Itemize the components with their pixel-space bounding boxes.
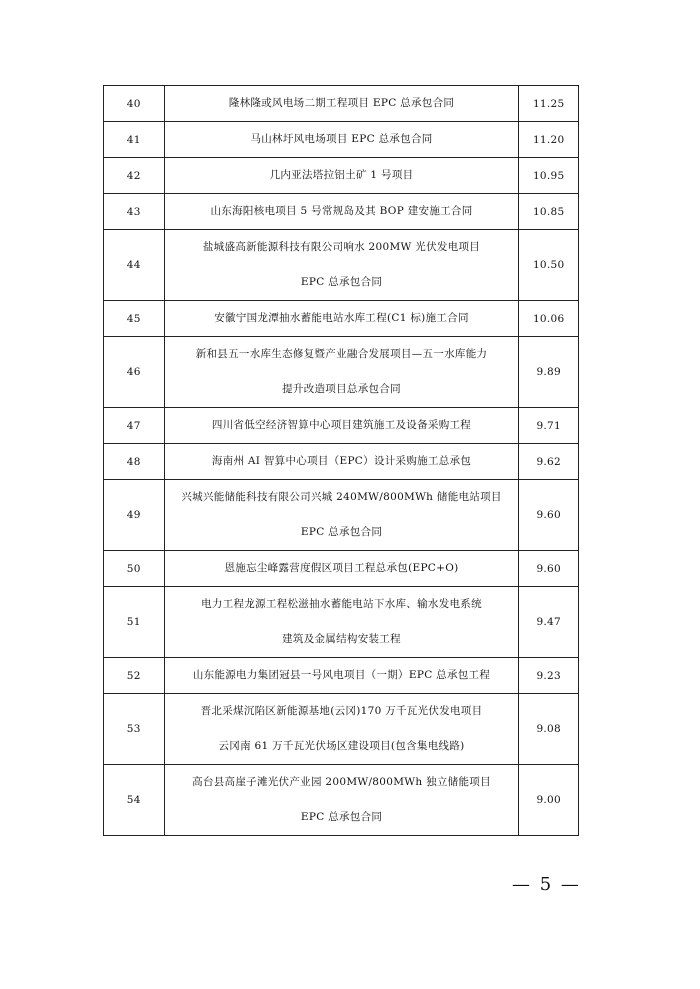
row-number-cell: 49 [104,480,165,551]
contract-value-cell: 9.62 [519,444,579,480]
row-number-cell: 42 [104,158,165,194]
contract-value-cell: 9.60 [519,480,579,551]
table-row [104,194,579,230]
row-number-cell: 47 [104,408,165,444]
project-name-line: 山东能源电力集团冠县一号风电项目（一期）EPC 总承包工程 [192,669,491,681]
row-number-cell: 45 [104,301,165,337]
project-name-cell [164,444,519,480]
project-name-line: 四川省低空经济智算中心项目建筑施工及设备采购工程 [211,419,472,431]
project-name-line: 新和县五一水库生态修复暨产业融合发展项目—五一水库能力 [195,348,488,360]
project-name-cell [164,194,519,230]
project-name-cell [164,551,519,587]
project-name-line: 海南州 AI 智算中心项目（EPC）设计采购施工总承包 [211,455,472,467]
table-row [104,444,579,480]
table-row [104,122,579,158]
table-row [104,658,579,694]
contract-value-cell: 10.06 [519,301,579,337]
project-name-line: 安徽宁国龙潭抽水蓄能电站水库工程(C1 标)施工合同 [214,312,469,324]
row-number-cell: 52 [104,658,165,694]
project-name-cell [164,301,519,337]
row-number-cell: 46 [104,337,165,408]
contract-value-cell: 10.95 [519,158,579,194]
project-name-line: 提升改造项目总承包合同 [282,383,401,395]
project-name-line: 高台县高崖子滩光伏产业园 200MW/800MWh 独立储能项目 [192,776,491,788]
row-number-cell: 54 [104,765,165,836]
table-row [104,480,579,551]
project-name-line: 云冈南 61 万千瓦光伏场区建设项目(包含集电线路) [218,740,465,752]
table-row [104,230,579,301]
project-name-cell [164,337,519,408]
row-number-cell: 43 [104,194,165,230]
row-number-cell: 44 [104,230,165,301]
project-name-line: 盐城盛高新能源科技有限公司响水 200MW 光伏发电项目 [202,241,481,253]
project-name-line: EPC 总承包合同 [300,276,383,288]
table-row [104,765,579,836]
table-row [104,551,579,587]
contract-value-cell: 9.08 [519,694,579,765]
contract-value-cell: 9.60 [519,551,579,587]
project-name-cell [164,480,519,551]
row-number-cell: 40 [104,86,165,122]
table-row [104,337,579,408]
project-name-cell [164,230,519,301]
contract-value-cell: 9.00 [519,765,579,836]
project-name-cell [164,694,519,765]
project-name-line: EPC 总承包合同 [300,526,383,538]
project-name-line: 隆林隆或风电场二期工程项目 EPC 总承包合同 [228,97,455,109]
project-name-line: 兴城兴能储能科技有限公司兴城 240MW/800MWh 储能电站项目 [181,491,502,503]
contract-value-cell: 9.89 [519,337,579,408]
contract-value-cell: 9.71 [519,408,579,444]
contract-value-cell: 9.23 [519,658,579,694]
project-name-line: 几内亚法塔拉铝土矿 1 号项目 [269,169,414,181]
contract-value-cell: 10.50 [519,230,579,301]
project-table [103,85,579,836]
project-name-line: 马山林圩风电场项目 EPC 总承包合同 [250,133,433,145]
project-name-cell [164,122,519,158]
project-name-cell [164,158,519,194]
contract-value-cell: 9.47 [519,587,579,658]
row-number-cell: 48 [104,444,165,480]
row-number-cell: 53 [104,694,165,765]
contract-value-cell: 10.85 [519,194,579,230]
project-name-line: EPC 总承包合同 [300,811,383,823]
table-row [104,86,579,122]
project-name-line: 电力工程龙源工程松滋抽水蓄能电站下水库、输水发电系统 [201,598,482,610]
row-number-cell: 51 [104,587,165,658]
project-name-line: 山东海阳核电项目 5 号常规岛及其 BOP 建安施工合同 [210,205,473,217]
contract-value-cell: 11.25 [519,86,579,122]
row-number-cell: 50 [104,551,165,587]
page-number: — 5 — [512,874,581,895]
row-number-cell: 41 [104,122,165,158]
project-name-line: 建筑及金属结构安装工程 [282,633,401,645]
table-row [104,694,579,765]
project-name-line: 恩施忘尘峰露营度假区项目工程总承包(EPC+O) [224,562,459,574]
project-name-cell [164,408,519,444]
table-row [104,158,579,194]
contract-value-cell: 11.20 [519,122,579,158]
project-name-cell [164,587,519,658]
table-row [104,587,579,658]
project-name-cell [164,765,519,836]
project-name-cell [164,86,519,122]
table-row [104,408,579,444]
project-table-body [104,86,579,836]
table-row [104,301,579,337]
project-name-line: 晋北采煤沉陷区新能源基地(云冈)170 万千瓦光伏发电项目 [200,705,483,717]
project-name-cell [164,658,519,694]
